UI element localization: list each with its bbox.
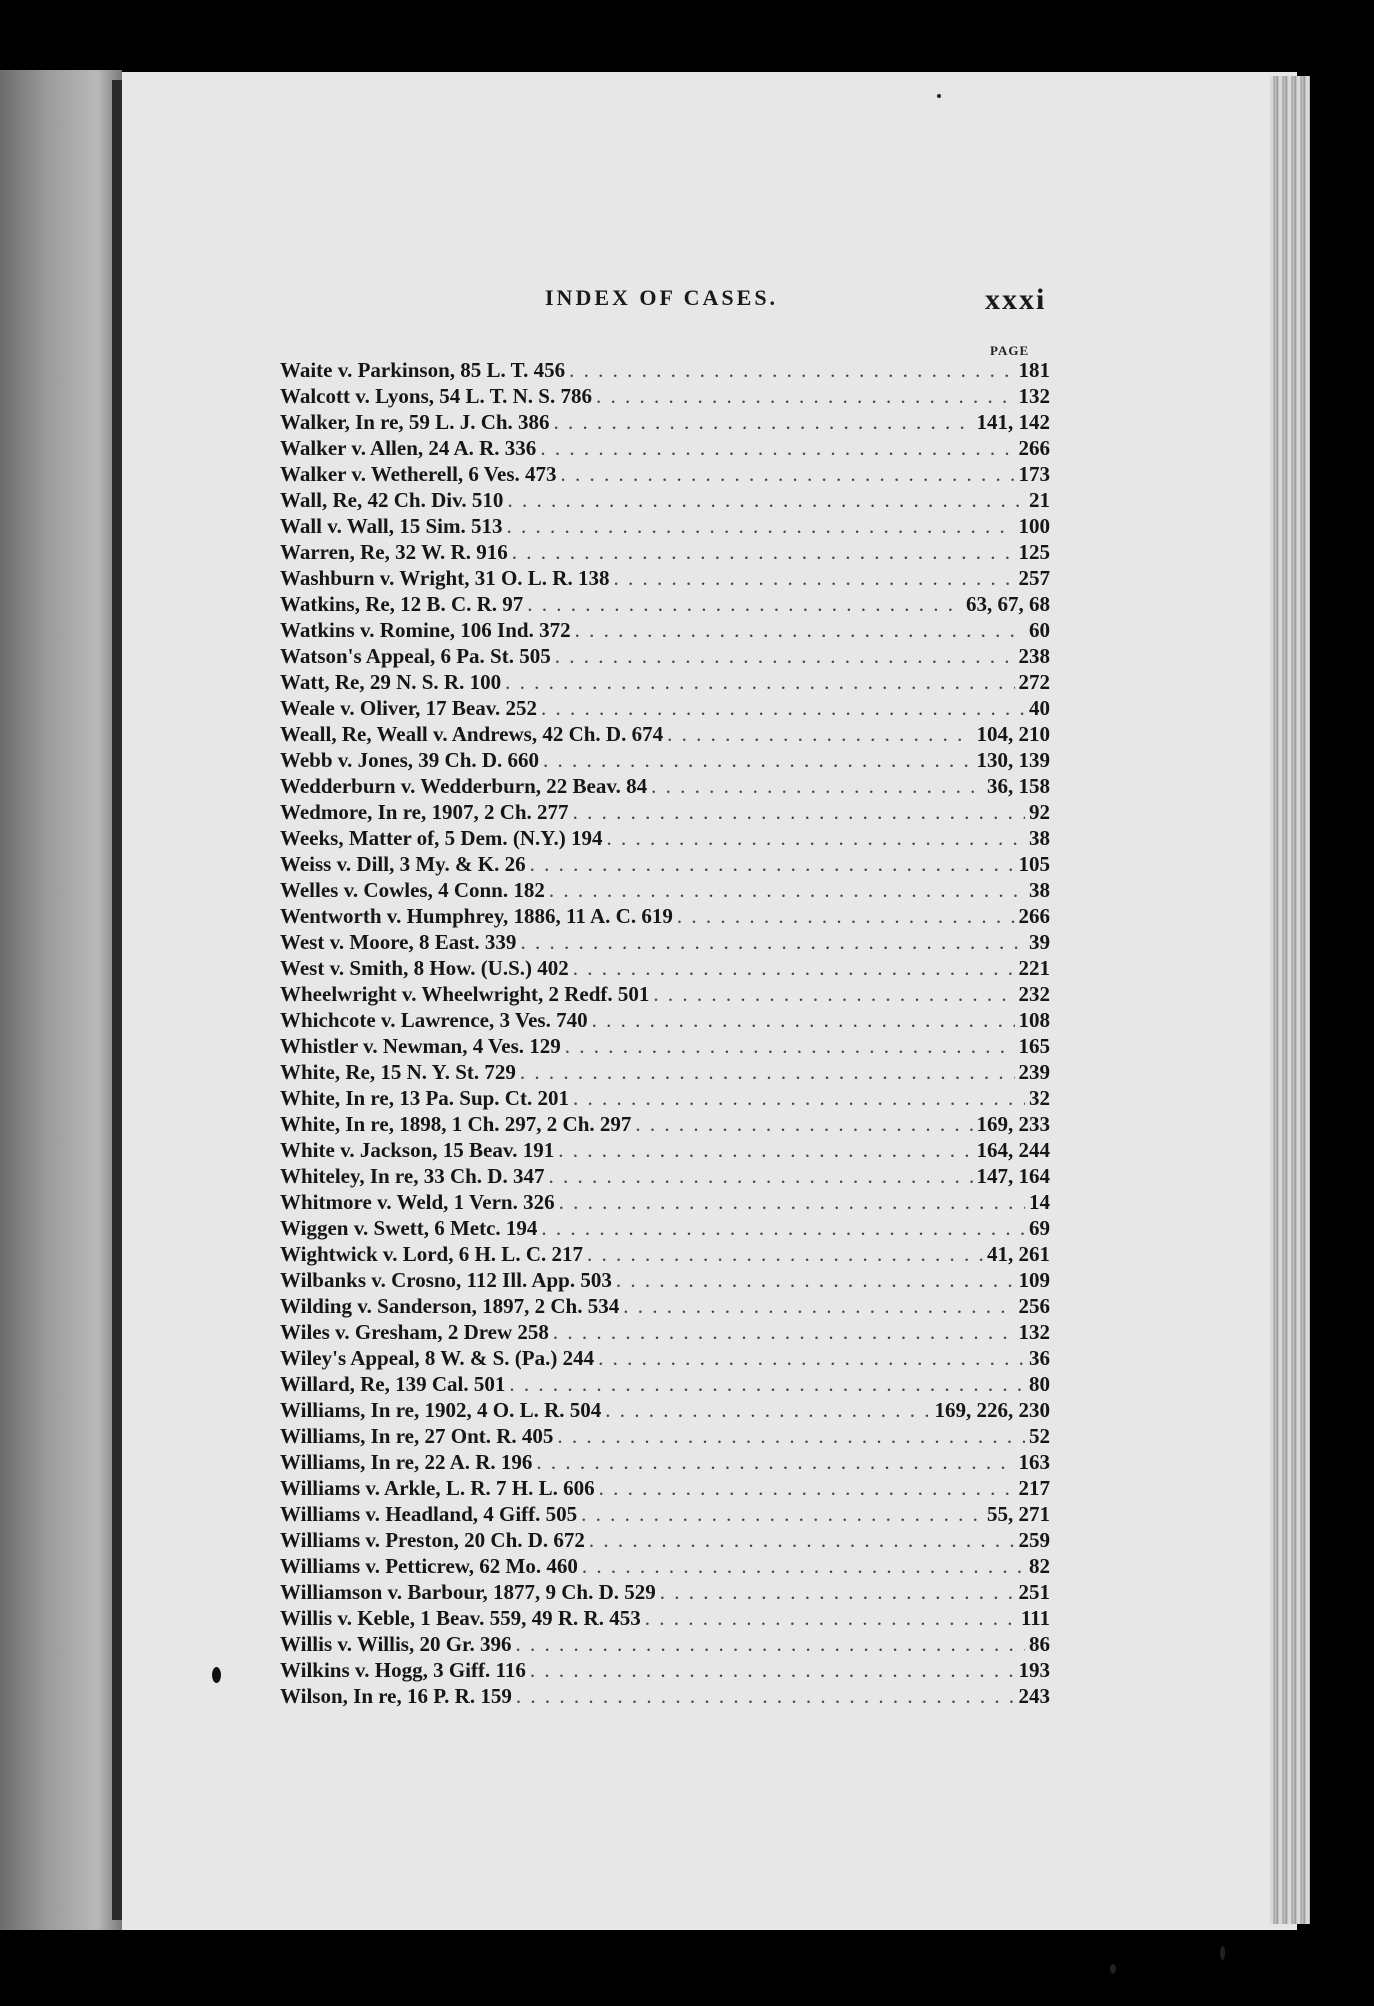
running-header: INDEX OF CASES. — [545, 285, 779, 310]
case-name: Williams, In re, 22 A. R. 196 — [280, 1450, 533, 1474]
case-name: Wedmore, In re, 1907, 2 Ch. 277 — [280, 800, 569, 824]
list-item — [280, 1320, 1050, 1346]
list-item — [280, 930, 1050, 956]
page-references: 272 — [1018, 670, 1050, 694]
dot-leader — [507, 488, 1025, 513]
case-name: White, Re, 15 N. Y. St. 729 — [280, 1060, 516, 1084]
list-item — [280, 384, 1050, 410]
case-name: White, In re, 1898, 1 Ch. 297, 2 Ch. 297 — [280, 1112, 632, 1136]
list-item — [280, 1580, 1050, 1606]
dot-leader — [561, 462, 1015, 487]
case-name: Wilkins v. Hogg, 3 Giff. 116 — [280, 1658, 526, 1682]
dot-leader — [653, 982, 1014, 1007]
list-item — [280, 1502, 1050, 1528]
case-name: Wheelwright v. Wheelwright, 2 Redf. 501 — [280, 982, 650, 1006]
dot-leader — [512, 540, 1015, 565]
list-item — [280, 696, 1050, 722]
dot-leader — [635, 1112, 972, 1137]
dot-leader — [573, 956, 1015, 981]
case-name: Watt, Re, 29 N. S. R. 100 — [280, 670, 502, 694]
page-references: 266 — [1018, 436, 1050, 460]
dot-leader — [527, 592, 962, 617]
case-name: West v. Moore, 8 East. 339 — [280, 930, 517, 954]
page-references: 193 — [1018, 1658, 1050, 1682]
list-item — [280, 592, 1050, 618]
case-name: Williams v. Preston, 20 Ch. D. 672 — [280, 1528, 585, 1552]
page-references: 40 — [1029, 696, 1050, 720]
speck — [1220, 1946, 1225, 1960]
page-references: 181 — [1018, 358, 1050, 382]
case-name: Williams v. Headland, 4 Giff. 505 — [280, 1502, 578, 1526]
dot-leader — [509, 1372, 1025, 1397]
list-item — [280, 800, 1050, 826]
page-references: 105 — [1018, 852, 1050, 876]
case-name: White v. Jackson, 15 Beav. 191 — [280, 1138, 555, 1162]
case-name: Wall, Re, 42 Ch. Div. 510 — [280, 488, 504, 512]
page-references: 36 — [1029, 1346, 1050, 1370]
dot-leader — [515, 1632, 1025, 1657]
dot-leader — [555, 644, 1015, 669]
case-name: Weall, Re, Weall v. Andrews, 42 Ch. D. 674 — [280, 722, 664, 746]
case-name: West v. Smith, 8 How. (U.S.) 402 — [280, 956, 569, 980]
dot-leader — [557, 1424, 1025, 1449]
dot-leader — [605, 1398, 930, 1423]
dot-leader — [616, 1268, 1015, 1293]
list-item — [280, 644, 1050, 670]
dot-leader — [548, 1164, 972, 1189]
page-references: 130, 139 — [976, 748, 1050, 772]
list-item — [280, 540, 1050, 566]
page-references: 32 — [1029, 1086, 1050, 1110]
case-name: Walker v. Wetherell, 6 Ves. 473 — [280, 462, 557, 486]
case-name: Whichcote v. Lawrence, 3 Ves. 740 — [280, 1008, 588, 1032]
list-item — [280, 722, 1050, 748]
dot-leader — [554, 410, 973, 435]
page-references: 38 — [1029, 878, 1050, 902]
page-number: xxxi — [985, 283, 1047, 316]
speck — [937, 94, 941, 98]
list-item — [280, 1294, 1050, 1320]
list-item — [280, 1372, 1050, 1398]
speck — [1110, 1964, 1116, 1974]
page-block-edge — [1270, 76, 1310, 1924]
list-item — [280, 488, 1050, 514]
case-name: Watson's Appeal, 6 Pa. St. 505 — [280, 644, 551, 668]
dot-leader — [540, 436, 1014, 461]
page-column-label: PAGE — [990, 343, 1030, 358]
list-item — [280, 618, 1050, 644]
page-references: 164, 244 — [976, 1138, 1050, 1162]
dot-leader — [645, 1606, 1017, 1631]
case-name: Williams v. Arkle, L. R. 7 H. L. 606 — [280, 1476, 595, 1500]
case-name: Warren, Re, 32 W. R. 916 — [280, 540, 508, 564]
case-name: Whistler v. Newman, 4 Ves. 129 — [280, 1034, 561, 1058]
case-name: Wedderburn v. Wedderburn, 22 Beav. 84 — [280, 774, 648, 798]
page-references: 82 — [1029, 1554, 1050, 1578]
case-name: Willis v. Willis, 20 Gr. 396 — [280, 1632, 512, 1656]
page-references: 60 — [1029, 618, 1050, 642]
list-item — [280, 1034, 1050, 1060]
page-references: 63, 67, 68 — [966, 592, 1050, 616]
dot-leader — [565, 1034, 1015, 1059]
dot-leader — [607, 826, 1025, 851]
page-references: 232 — [1018, 982, 1050, 1006]
page-references: 169, 226, 230 — [934, 1398, 1050, 1422]
page-references: 14 — [1029, 1190, 1050, 1214]
list-item — [280, 670, 1050, 696]
page-references: 108 — [1018, 1008, 1050, 1032]
page-references: 141, 142 — [976, 410, 1050, 434]
case-name: Waite v. Parkinson, 85 L. T. 456 — [280, 358, 566, 382]
list-item — [280, 1138, 1050, 1164]
list-item — [280, 1242, 1050, 1268]
page-references: 92 — [1029, 800, 1050, 824]
list-item — [280, 878, 1050, 904]
page-references: 132 — [1018, 1320, 1050, 1344]
case-name: Wall v. Wall, 15 Sim. 513 — [280, 514, 503, 538]
list-item — [280, 1424, 1050, 1450]
page-references: 125 — [1018, 540, 1050, 564]
dot-leader — [582, 1554, 1025, 1579]
list-item — [280, 748, 1050, 774]
dot-leader — [505, 670, 1014, 695]
case-name: Williams, In re, 1902, 4 O. L. R. 504 — [280, 1398, 602, 1422]
list-item — [280, 1346, 1050, 1372]
case-name: Wilbanks v. Crosno, 112 Ill. App. 503 — [280, 1268, 612, 1292]
dot-leader — [599, 1476, 1015, 1501]
case-index-list — [280, 358, 1050, 1710]
case-name: Williams, In re, 27 Ont. R. 405 — [280, 1424, 554, 1448]
list-item — [280, 1008, 1050, 1034]
list-item — [280, 462, 1050, 488]
case-name: Watkins v. Romine, 106 Ind. 372 — [280, 618, 571, 642]
case-name: Williamson v. Barbour, 1877, 9 Ch. D. 529 — [280, 1580, 656, 1604]
case-name: Wightwick v. Lord, 6 H. L. C. 217 — [280, 1242, 583, 1266]
page-references: 238 — [1018, 644, 1050, 668]
list-item — [280, 1216, 1050, 1242]
page-references: 21 — [1029, 488, 1050, 512]
list-item — [280, 1060, 1050, 1086]
page-references: 239 — [1018, 1060, 1050, 1084]
list-item — [280, 956, 1050, 982]
dot-leader — [543, 748, 972, 773]
list-item — [280, 1554, 1050, 1580]
page-references: 69 — [1029, 1216, 1050, 1240]
page-references: 111 — [1020, 1606, 1050, 1630]
case-name: Willard, Re, 139 Cal. 501 — [280, 1372, 506, 1396]
case-name: Watkins, Re, 12 B. C. R. 97 — [280, 592, 524, 616]
case-name: Walker, In re, 59 L. J. Ch. 386 — [280, 410, 550, 434]
page-references: 55, 271 — [987, 1502, 1050, 1526]
dot-leader — [587, 1242, 983, 1267]
list-item — [280, 1684, 1050, 1710]
dot-leader — [667, 722, 972, 747]
page-references: 36, 158 — [987, 774, 1050, 798]
list-item — [280, 1606, 1050, 1632]
case-name: Wiggen v. Swett, 6 Metc. 194 — [280, 1216, 538, 1240]
page-references: 52 — [1029, 1424, 1050, 1448]
dot-leader — [530, 1658, 1015, 1683]
case-name: Webb v. Jones, 39 Ch. D. 660 — [280, 748, 540, 772]
dot-leader — [575, 618, 1025, 643]
dot-leader — [520, 930, 1025, 955]
list-item — [280, 774, 1050, 800]
page-references: 266 — [1018, 904, 1050, 928]
list-item — [280, 436, 1050, 462]
list-item — [280, 410, 1050, 436]
page-references: 38 — [1029, 826, 1050, 850]
list-item — [280, 1398, 1050, 1424]
list-item — [280, 1476, 1050, 1502]
dot-leader — [553, 1320, 1015, 1345]
page-references: 109 — [1018, 1268, 1050, 1292]
case-name: Whiteley, In re, 33 Ch. D. 347 — [280, 1164, 545, 1188]
dot-leader — [559, 1190, 1025, 1215]
case-name: Whitmore v. Weld, 1 Vern. 326 — [280, 1190, 555, 1214]
list-item — [280, 1450, 1050, 1476]
page-references: 259 — [1018, 1528, 1050, 1552]
dot-leader — [677, 904, 1015, 929]
dot-leader — [558, 1138, 972, 1163]
case-name: Weiss v. Dill, 3 My. & K. 26 — [280, 852, 526, 876]
case-name: Wentworth v. Humphrey, 1886, 11 A. C. 619 — [280, 904, 673, 928]
page-references: 243 — [1018, 1684, 1050, 1708]
page-references: 41, 261 — [987, 1242, 1050, 1266]
dot-leader — [541, 1216, 1025, 1241]
list-item — [280, 982, 1050, 1008]
list-item — [280, 904, 1050, 930]
list-item — [280, 514, 1050, 540]
list-item — [280, 1632, 1050, 1658]
case-name: Washburn v. Wright, 31 O. L. R. 138 — [280, 566, 610, 590]
dot-leader — [589, 1528, 1015, 1553]
page-references: 257 — [1018, 566, 1050, 590]
dot-leader — [581, 1502, 983, 1527]
dot-leader — [569, 358, 1014, 383]
list-item — [280, 1528, 1050, 1554]
dot-leader — [613, 566, 1014, 591]
case-name: Wilson, In re, 16 P. R. 159 — [280, 1684, 512, 1708]
case-name: Weeks, Matter of, 5 Dem. (N.Y.) 194 — [280, 826, 603, 850]
page-references: 173 — [1018, 462, 1050, 486]
dot-leader — [596, 384, 1015, 409]
case-name: Welles v. Cowles, 4 Conn. 182 — [280, 878, 545, 902]
dot-leader — [536, 1450, 1014, 1475]
dot-leader — [573, 1086, 1025, 1111]
list-item — [280, 1112, 1050, 1138]
page-references: 147, 164 — [976, 1164, 1050, 1188]
dot-leader — [592, 1008, 1015, 1033]
page-references: 217 — [1018, 1476, 1050, 1500]
dot-leader — [573, 800, 1025, 825]
page-references: 221 — [1018, 956, 1050, 980]
page-references: 39 — [1029, 930, 1050, 954]
ink-blot-mark — [212, 1667, 221, 1683]
page-references: 132 — [1018, 384, 1050, 408]
case-name: Walcott v. Lyons, 54 L. T. N. S. 786 — [280, 384, 592, 408]
list-item — [280, 358, 1050, 384]
case-name: Weale v. Oliver, 17 Beav. 252 — [280, 696, 538, 720]
page-references: 251 — [1018, 1580, 1050, 1604]
page-references: 86 — [1029, 1632, 1050, 1656]
case-name: Willis v. Keble, 1 Beav. 559, 49 R. R. 453 — [280, 1606, 641, 1630]
case-name: Wiles v. Gresham, 2 Drew 258 — [280, 1320, 549, 1344]
page-references: 169, 233 — [976, 1112, 1050, 1136]
dot-leader — [598, 1346, 1025, 1371]
dot-leader — [623, 1294, 1014, 1319]
dot-leader — [651, 774, 983, 799]
page-references: 80 — [1029, 1372, 1050, 1396]
dot-leader — [520, 1060, 1015, 1085]
page-references: 163 — [1018, 1450, 1050, 1474]
page-references: 165 — [1018, 1034, 1050, 1058]
list-item — [280, 1658, 1050, 1684]
dot-leader — [660, 1580, 1015, 1605]
list-item — [280, 1268, 1050, 1294]
list-item — [280, 852, 1050, 878]
page-references: 256 — [1018, 1294, 1050, 1318]
case-name: White, In re, 13 Pa. Sup. Ct. 201 — [280, 1086, 569, 1110]
list-item — [280, 1164, 1050, 1190]
page-references: 104, 210 — [976, 722, 1050, 746]
dot-leader — [549, 878, 1025, 903]
dot-leader — [530, 852, 1015, 877]
case-name: Williams v. Petticrew, 62 Mo. 460 — [280, 1554, 578, 1578]
case-name: Walker v. Allen, 24 A. R. 336 — [280, 436, 537, 460]
list-item — [280, 1086, 1050, 1112]
dot-leader — [516, 1684, 1015, 1709]
book-spine — [112, 80, 122, 1920]
list-item — [280, 566, 1050, 592]
list-item — [280, 1190, 1050, 1216]
list-item — [280, 826, 1050, 852]
page-references: 100 — [1018, 514, 1050, 538]
dot-leader — [541, 696, 1025, 721]
case-name: Wiley's Appeal, 8 W. & S. (Pa.) 244 — [280, 1346, 595, 1370]
facing-page-edge — [0, 70, 122, 1930]
dot-leader — [507, 514, 1015, 539]
case-name: Wilding v. Sanderson, 1897, 2 Ch. 534 — [280, 1294, 620, 1318]
